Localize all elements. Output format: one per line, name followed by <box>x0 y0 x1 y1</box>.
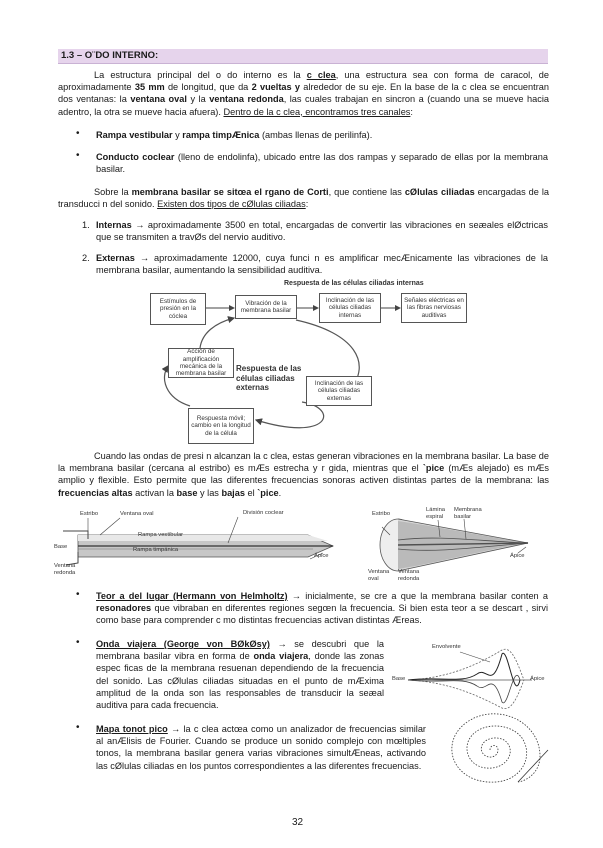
fig-label-membrana: Membrana basilar <box>454 507 482 520</box>
page-number: 32 <box>292 817 304 828</box>
ondas-paragraph: Cuando las ondas de presi n alcanzan la c clea, estas generan vibraciones en la membrana basilar. La base de la membrana basilar (cercana al estribo) es mÆs estrecha y r gida, mientras que el `pice (mÆs alejado) es mÆs amplio y flexible. Esto permite que las diferentes frecuencias sonoras activen distintas partes de la membrana: las frecuencias altas activan la base y las bajas el `pice. <box>58 451 549 498</box>
list-item-teoria-lugar: Teor a del lugar (Hermann von Helmholtz) → inicialmente, se cre a que la membrana basilar conten a resonadores que vibraban en diferentes regiones segœn la frecuencia. Si bien esta teor a se descart , sirvi como base para comprender c mo distintas frecuencias activan distintas Æreas. <box>96 591 548 626</box>
fig-label-apice-wave: Ápice <box>530 676 545 682</box>
list-number: 2. <box>82 253 90 263</box>
section-title: 1.3 – O¨DO INTERNO: <box>61 50 159 61</box>
cochlea-section-figure <box>368 505 550 585</box>
tonotopic-spiral-figure <box>432 710 550 790</box>
organo-paragraph: Sobre la membrana basilar se sitœa el rgano de Corti, que contiene las cØlulas ciliadas encargadas de la transducci n del sonido. Existen dos tipos de cØlulas ciliadas: <box>58 187 549 210</box>
diagram-box-inclinacion-internas: Inclinación de las células ciliadas internas <box>319 293 381 323</box>
fig-label-estribo-right: Estribo <box>372 511 391 517</box>
bullet-dot: • <box>76 589 80 600</box>
fig-label-lamina: Lámina espiral <box>426 507 446 520</box>
intro-paragraph: La estructura principal del o do interno es la c clea, una estructura sea con forma de caracol, de aproximadamente 35 mm de longitud, que da 2 vueltas y alrededor de su eje. En la base de la c clea se encuentran dos ventanas: la ventana oval y la ventana redonda, las cuales trabajan en sincron a (cuando una se mueve hacia adentro, la otra se mueve hacia afuera). Dentro de la c clea, encontramos tres canales: <box>58 70 550 117</box>
diagram-box-amplificacion: Acción de amplificación mecánica de la membrana basilar <box>168 348 234 378</box>
list-item-mapa-tonotopico: Mapa tonot pico → la c clea actœa como un analizador de frecuencias similar al anÆlisis de Fourier. Cuando se produce un sonido complejo con mœltiples tonos, la membrana basilar genera varias vibraciones simultÆneas, activando las cØlulas ciliadas en los puntos correspondientes a las diferentes frecuencias. <box>96 724 426 771</box>
bullet-dot: • <box>76 637 80 648</box>
fig-label-apice-right: Ápice <box>510 553 525 559</box>
section-header <box>58 49 548 64</box>
list-item: Rampa vestibular y rampa timpÆnica (ambas llenas de perilinfa). <box>96 130 373 140</box>
list-item: Conducto coclear (lleno de endolinfa), ubicado entre las dos rampas y separado de ellas por la membrana basilar. <box>96 152 548 175</box>
traveling-wave-figure <box>392 640 550 710</box>
fig-label-ventana-redonda-right: Ventana redonda <box>398 569 420 582</box>
hair-cell-diagram <box>140 278 470 446</box>
fig-label-apice: Ápice <box>314 553 329 559</box>
diagram-box-vibracion: Vibración de la membrana basilar <box>235 295 297 319</box>
list-item-onda-viajera: Onda viajera (George von BØkØsy) → se descubri que la membrana basilar vibra en forma de onda viajera, donde las zonas espec ficas de la membrana resuenan dependiendo de la frecuencia del sonido. Las cØlulas ciliadas situadas en el punto de mÆxima amplitud de la onda son las responsables de transducir la seæal auditiva para cada frecuencia. <box>96 639 384 711</box>
bullet-dot: • <box>76 150 80 161</box>
fig-label-rampa-vestibular: Rampa vestibular <box>138 532 184 538</box>
fig-label-base-wave: Base <box>392 676 406 682</box>
fig-label-ventana-oval-right: Ventana oval <box>368 569 390 582</box>
list-number: 1. <box>82 220 90 230</box>
bullet-dot: • <box>76 722 80 733</box>
cochlea-uncoiled-figure <box>54 505 348 585</box>
diagram-box-respuesta-movil: Respuesta móvil; cambio en la longitud de la célula <box>188 408 254 444</box>
diagram-box-senales: Señales eléctricas en las fibras nerviosas auditivas <box>401 293 467 323</box>
list-item: Externas → aproximadamente 12000, cuya funci n es amplificar mecÆnicamente las vibraciones de la membrana basilar, aumentando la sensibilidad auditiva. <box>96 253 548 276</box>
diagram-box-estimulos: Estímulos de presión en la cóclea <box>150 293 206 325</box>
fig-label-estribo: Estribo <box>80 511 99 517</box>
list-item: Internas → aproximadamente 3500 en total, encargadas de convertir las vibraciones en seæales elØctricas que se transmiten a travØs del nervio auditivo. <box>96 220 548 243</box>
diagram-center-label: Respuesta de las células ciliadas externas <box>236 364 302 392</box>
fig-label-ventana-oval: Ventana oval <box>120 511 154 517</box>
fig-label-envolvente: Envolvente <box>432 644 461 650</box>
fig-label-division: División coclear <box>243 510 284 516</box>
bullet-dot: • <box>76 128 80 139</box>
fig-label-base: Base <box>54 544 68 550</box>
fig-label-rampa-timpanica: Rampa timpánica <box>133 547 179 553</box>
diagram-title: Respuesta de las células ciliadas internas <box>284 280 424 287</box>
diagram-box-inclinacion-externas: Inclinación de las células ciliadas externas <box>306 376 372 406</box>
fig-label-ventana-redonda: Ventana redonda <box>54 563 76 576</box>
